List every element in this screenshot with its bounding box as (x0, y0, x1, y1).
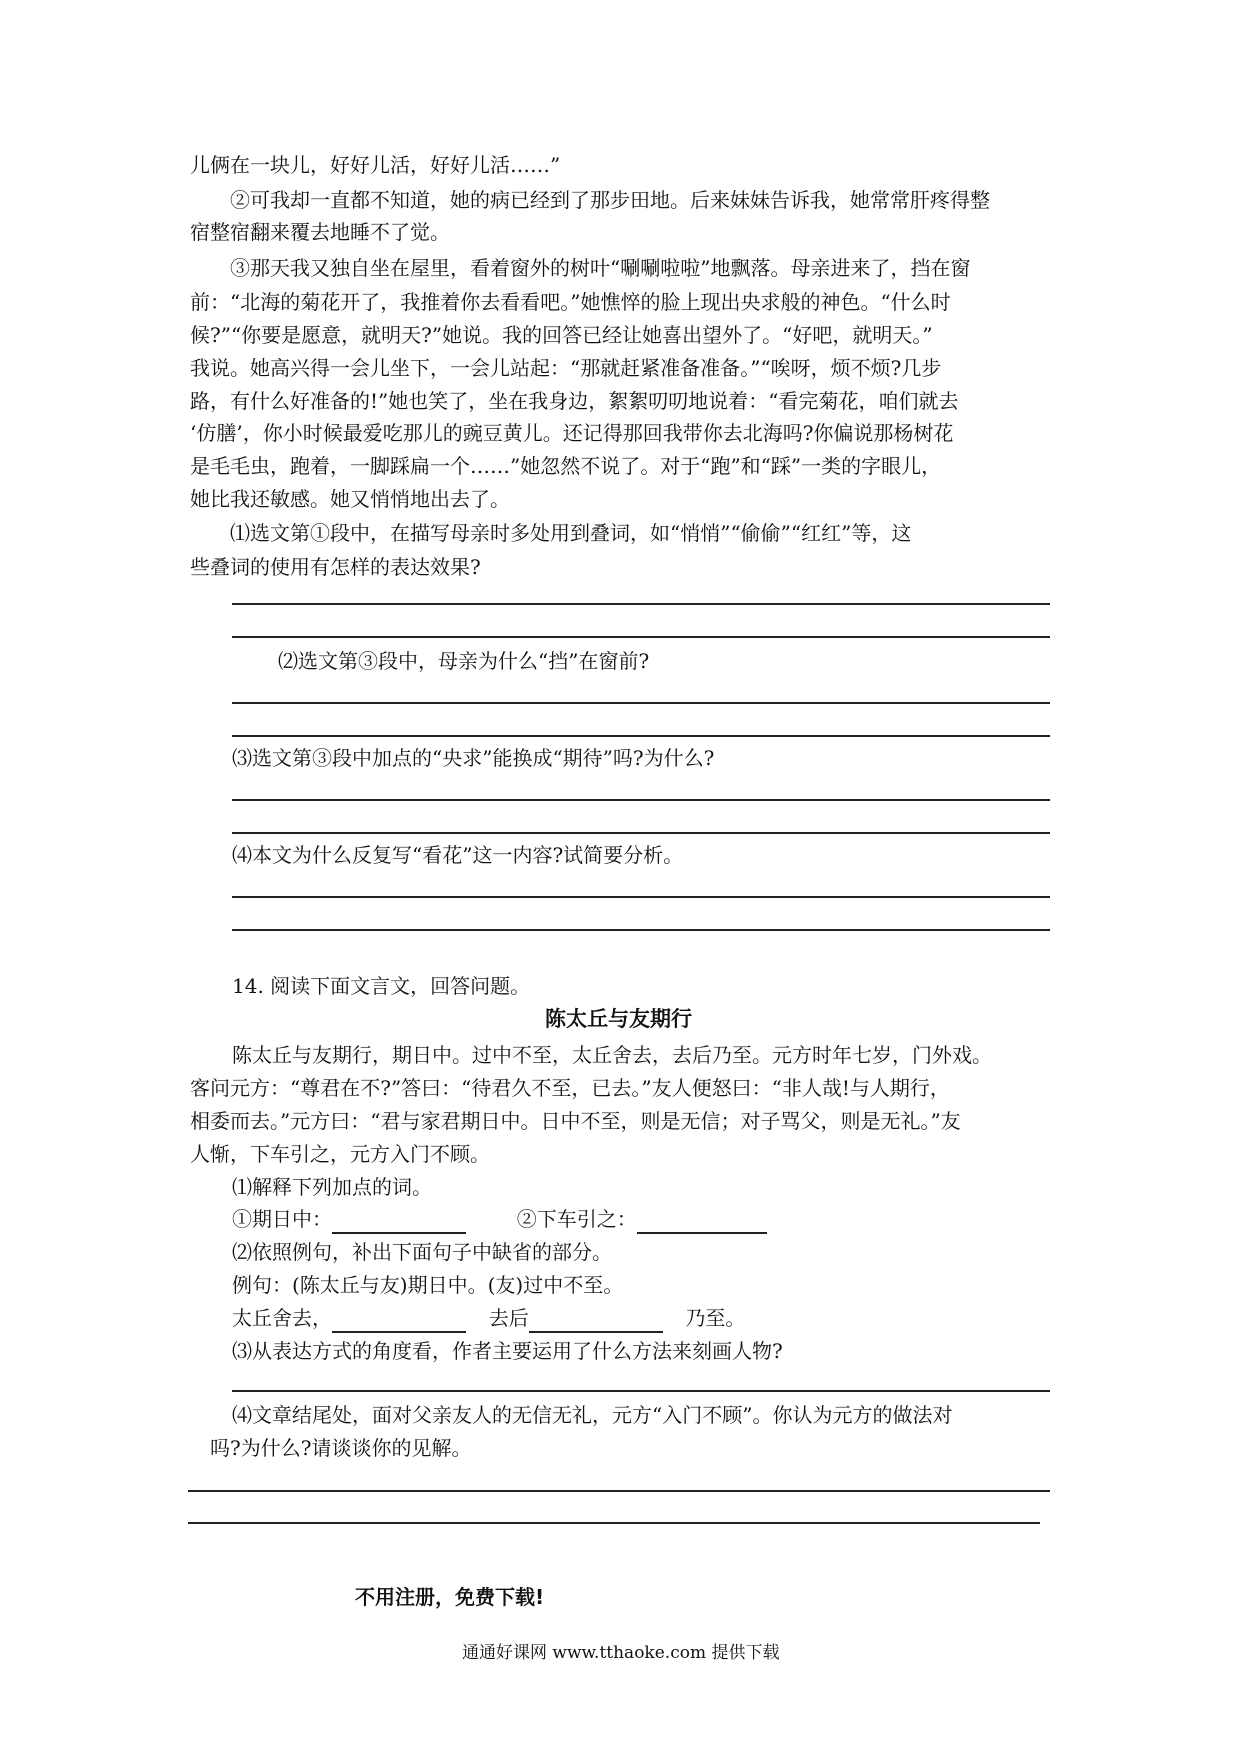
passage-line: ‘仿膳’，你小时候最爱吃那儿的豌豆黄儿。还记得那回我带你去北海吗?你偏说那杨树花 (190, 421, 954, 445)
sub-question-3: ⑶从表达方式的角度看，作者主要运用了什么方法来刻画人物? (232, 1339, 783, 1363)
passage-line: 宿整宿翻来覆去地睡不了觉。 (190, 220, 450, 244)
blank-field[interactable] (529, 1309, 663, 1333)
question-4: ⑷本文为什么反复写“看花”这一内容?试简要分析。 (232, 843, 684, 867)
sub-question-2-example: 例句：(陈太丘与友)期日中。(友)过中不至。 (232, 1273, 624, 1297)
answer-line[interactable] (232, 832, 1050, 834)
sub2-part-b: 去后 (488, 1306, 529, 1330)
passage-line: 儿俩在一块儿，好好儿活，好好儿活……” (190, 153, 561, 177)
sub1-item-b: ②下车引之： (516, 1207, 637, 1231)
answer-line[interactable] (232, 603, 1050, 605)
answer-line[interactable] (232, 799, 1050, 801)
passage-line: 路，有什么好准备的!”她也笑了，坐在我身边，絮絮叨叨地说着：“看完菊花，咱们就去 (190, 389, 959, 413)
classical-text-line: 相委而去。”元方曰：“君与家君期日中。日中不至，则是无信；对子骂父，则是无礼。”友 (190, 1109, 961, 1133)
answer-line[interactable] (188, 1490, 1050, 1492)
passage-line: 候?”“你要是愿意，就明天?”她说。我的回答已经让她喜出望外了。“好吧，就明天。” (190, 323, 933, 347)
passage-line: 她比我还敏感。她又悄悄地出去了。 (190, 487, 510, 511)
sub-question-2: ⑵依照例句，补出下面句子中缺省的部分。 (232, 1240, 612, 1264)
blank-field[interactable] (332, 1210, 466, 1234)
question-2: ⑵选文第③段中，母亲为什么“挡”在窗前? (278, 649, 650, 673)
passage-line: 我说。她高兴得一会儿坐下，一会儿站起：“那就赶紧准备准备。”“唉呀，烦不烦?几步 (190, 356, 942, 380)
sub-question-4: ⑷文章结尾处，面对父亲友人的无信无礼，元方“入门不顾”。你认为元方的做法对 (232, 1403, 953, 1427)
sub-question-1-items (232, 1204, 767, 1234)
passage-line: 前：“北海的菊花开了，我推着你去看看吧。”她憔悴的脸上现出央求般的神色。“什么时 (190, 290, 951, 314)
sub-question-4-cont: 吗?为什么?请谈谈你的见解。 (210, 1436, 472, 1460)
passage-line: ③那天我又独自坐在屋里，看着窗外的树叶“唰唰啦啦”地飘落。母亲进来了，挡在窗 (230, 256, 971, 280)
question-1-cont: 些叠词的使用有怎样的表达效果? (190, 555, 481, 579)
answer-line[interactable] (232, 1390, 1050, 1392)
sub2-part-a: 太丘舍去， (232, 1306, 332, 1330)
promo-text: 不用注册，免费下载! (355, 1585, 545, 1609)
answer-line[interactable] (232, 896, 1050, 898)
passage-line: ②可我却一直都不知道，她的病已经到了那步田地。后来妹妹告诉我，她常常肝疼得整 (230, 188, 990, 212)
sub-question-1: ⑴解释下列加点的词。 (232, 1175, 432, 1199)
classical-text-title: 陈太丘与友期行 (545, 1007, 692, 1031)
answer-line[interactable] (232, 702, 1050, 704)
sub2-part-c: 乃至。 (685, 1306, 746, 1330)
answer-line[interactable] (232, 735, 1050, 737)
question-14-heading: 14. 阅读下面文言文，回答问题。 (232, 974, 531, 998)
sub1-item-a: ①期日中： (232, 1207, 332, 1231)
classical-text-line: 陈太丘与友期行，期日中。过中不至，太丘舍去，去后乃至。元方时年七岁，门外戏。 (232, 1043, 992, 1067)
answer-line[interactable] (232, 636, 1050, 638)
blank-field[interactable] (332, 1309, 466, 1333)
blank-field[interactable] (637, 1210, 767, 1234)
footer-text: 通通好课网 www.tthaoke.com 提供下载 (462, 1643, 780, 1663)
answer-line[interactable] (188, 1522, 1040, 1524)
question-1: ⑴选文第①段中，在描写母亲时多处用到叠词，如“悄悄”“偷偷”“红红”等，这 (230, 521, 912, 545)
classical-text-line: 客问元方：“尊君在不?”答曰：“待君久不至，已去。”友人便怒曰：“非人哉!与人期行， (190, 1076, 950, 1100)
question-3: ⑶选文第③段中加点的“央求”能换成“期待”吗?为什么? (232, 746, 715, 770)
classical-text-line: 人惭，下车引之，元方入门不顾。 (190, 1142, 490, 1166)
sub-question-2-items (232, 1303, 745, 1333)
passage-line: 是毛毛虫，跑着，一脚踩扁一个……”她忽然不说了。对于“跑”和“踩”一类的字眼儿， (190, 454, 942, 478)
answer-line[interactable] (232, 929, 1050, 931)
